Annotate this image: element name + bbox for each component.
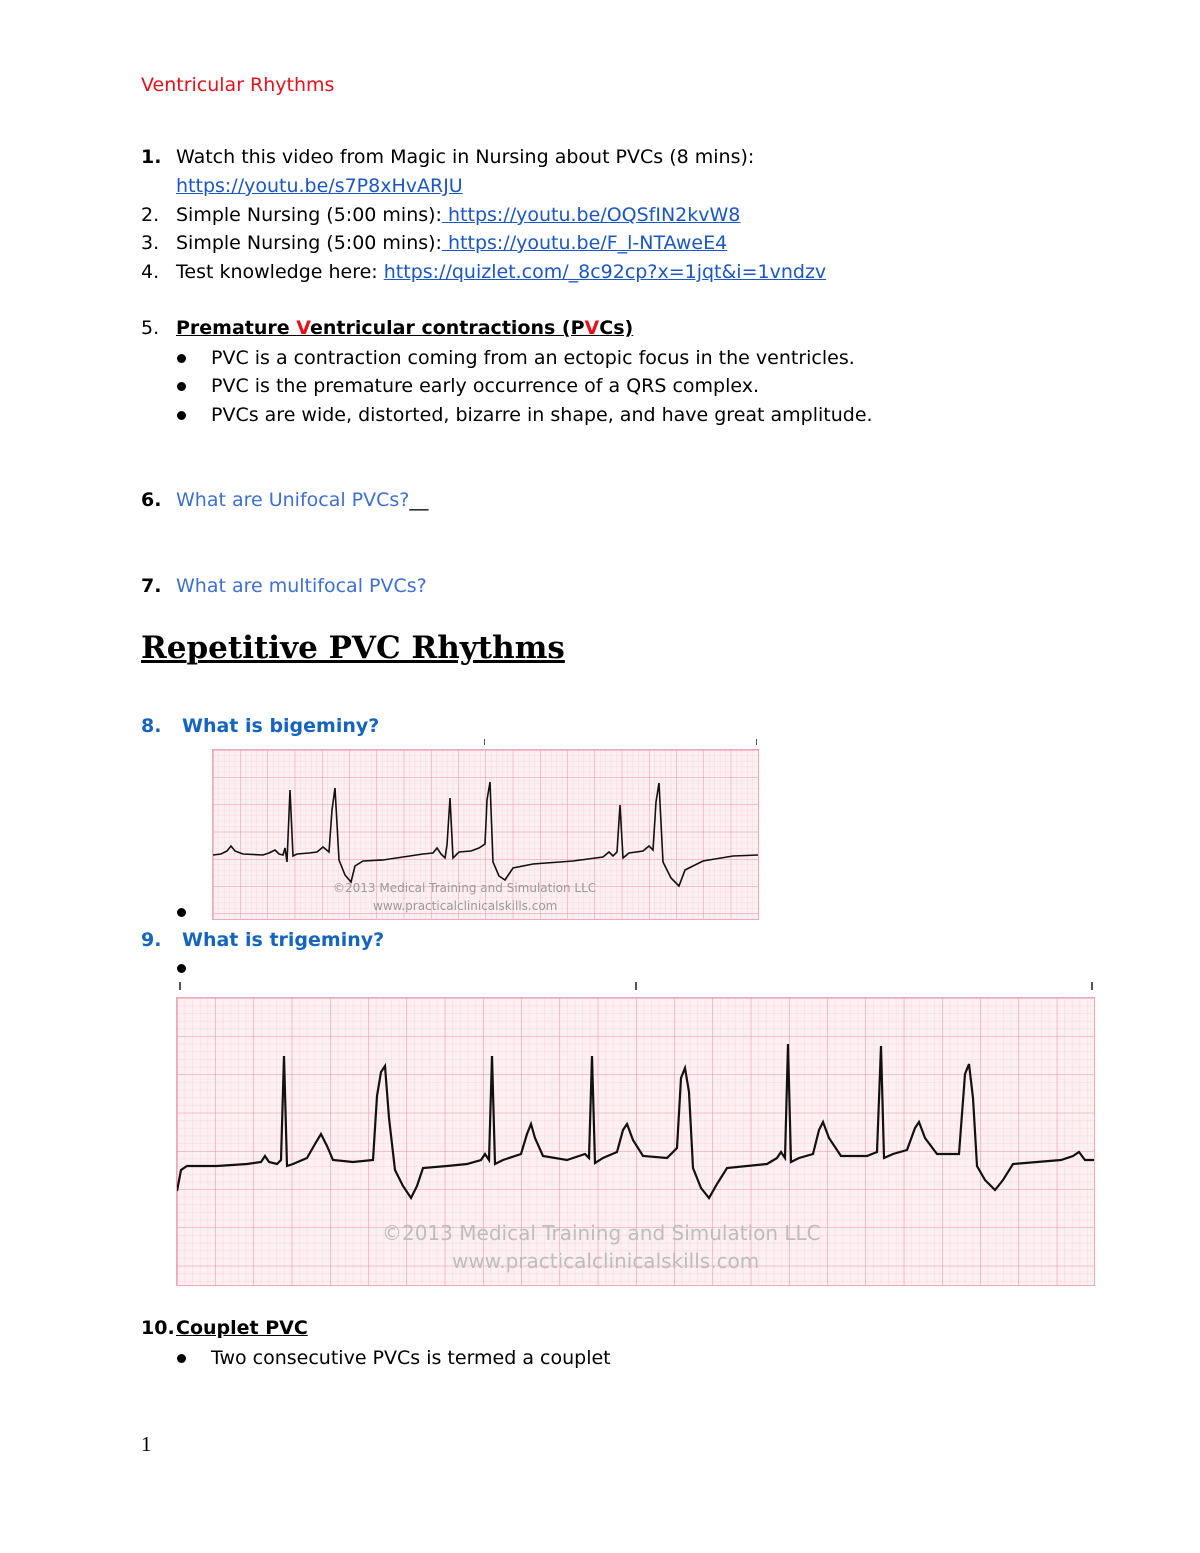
ecg-watermark-url: www.practicalclinicalskills.com [373,899,558,913]
answer-blank[interactable]: __ [409,489,429,511]
item-number: 5. [141,317,160,339]
strip-marker [635,982,637,990]
bullet-dot [177,908,186,917]
strip-marker [1091,982,1093,990]
item-text: Simple Nursing (5:00 mins): [176,232,442,254]
bullet-dot [177,411,186,420]
couplet-heading: Couplet PVC [176,1317,308,1339]
page-header: Ventricular Rhythms [141,74,335,96]
item-number: 9. [141,929,162,951]
page-number: 1 [141,1432,152,1456]
quizlet-link[interactable]: https://quizlet.com/_8c92cp?x=1jqt&i=1vndzv [383,261,827,283]
ecg-watermark-url: www.practicalclinicalskills.com [452,1249,760,1273]
item-number: 8. [141,715,162,737]
question-text: What are multifocal PVCs? [176,575,427,597]
item-text: Simple Nursing (5:00 mins): [176,204,442,226]
item-number: 1. [141,146,162,168]
strip-marker [484,739,485,745]
item-text: Test knowledge here: [176,261,384,283]
ecg-watermark: ©2013 Medical Training and Simulation LLC [333,881,597,895]
ecg-watermark: ©2013 Medical Training and Simulation LLC [382,1221,821,1245]
item-number: 2. [141,204,160,226]
section-title: Repetitive PVC Rhythms [141,630,565,666]
question-text: What are Unifocal PVCs? [176,489,410,511]
item-number: 4. [141,261,160,283]
item-number: 7. [141,575,162,597]
pvc-bullet-2: PVC is the premature early occurrence of a QRS complex. [211,375,760,397]
pvc-bullet-1: PVC is a contraction coming from an ectopic focus in the ventricles. [211,347,855,369]
bullet-dot [177,964,186,973]
bullet-dot [177,382,186,391]
ecg-strip-trigeminy [176,997,1095,1286]
couplet-bullet-1: Two consecutive PVCs is termed a couplet [211,1347,611,1369]
bullet-dot [177,1354,186,1363]
ecg-strip-bigeminy [212,749,759,920]
video-link-magic-nursing[interactable]: https://youtu.be/s7P8xHvARJU [176,175,463,197]
list-item-1-link-row [176,174,463,198]
item-number: 6. [141,489,162,511]
bullet-dot [177,354,186,363]
strip-marker [179,982,181,990]
pvc-heading: Premature Ventricular contractions (PVCs) [176,317,634,339]
strip-marker [756,739,757,745]
item-number: 10. [141,1317,175,1339]
video-link-simple-nursing-2[interactable]: https://youtu.be/F_l-NTAweE4 [441,232,728,254]
question-text: What is bigeminy? [182,715,380,737]
item-text: Watch this video from Magic in Nursing about PVCs (8 mins): [176,146,755,168]
video-link-simple-nursing-1[interactable]: https://youtu.be/OQSfIN2kvW8 [441,204,741,226]
question-text: What is trigeminy? [182,929,385,951]
item-number: 3. [141,232,160,254]
pvc-bullet-3: PVCs are wide, distorted, bizarre in shape, and have great amplitude. [211,404,873,426]
